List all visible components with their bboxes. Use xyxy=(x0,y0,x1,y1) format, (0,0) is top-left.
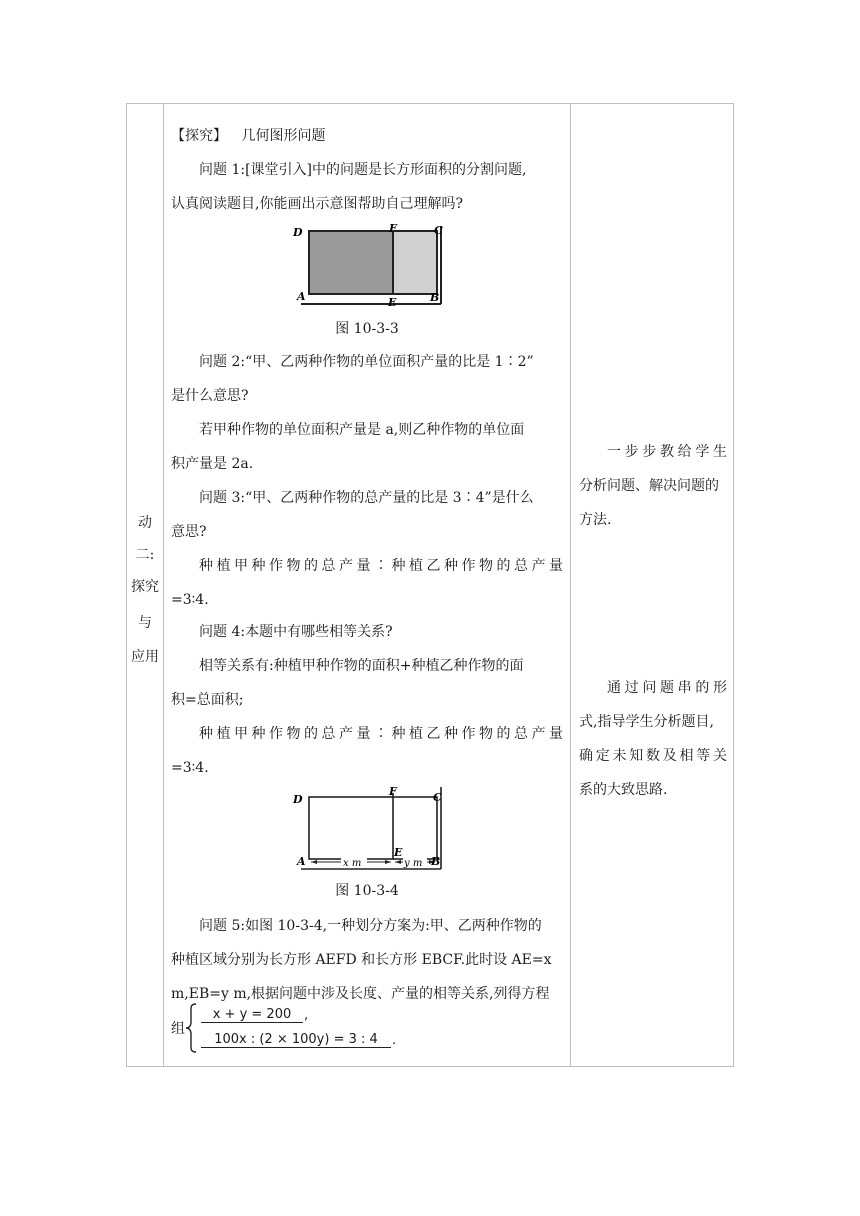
label-E: E xyxy=(388,296,397,309)
question-5: 问题 5:如图 10-3-4,一种划分方案为:甲、乙两种作物的 xyxy=(199,918,542,934)
lesson-table xyxy=(126,103,734,1067)
question-5-cont: 组 xyxy=(171,1021,185,1037)
stage-label-line: 动 xyxy=(138,515,152,531)
question-1-cont: 认真阅读题目,你能画出示意图帮助自己理解吗? xyxy=(171,196,463,212)
answer-3: 种植甲种作物的总产量∶种植乙种作物的总产量 xyxy=(199,558,563,574)
question-3-cont: 意思? xyxy=(171,524,207,540)
arrow-head xyxy=(385,860,391,864)
note-2-cont: 确定未知数及相等关 xyxy=(579,748,727,764)
label-A: A xyxy=(297,290,306,303)
note-2-cont: 式,指导学生分析题目, xyxy=(579,714,714,730)
answer-4-ratio: 种植甲种作物的总产量∶种植乙种作物的总产量 xyxy=(199,726,563,742)
note-1: 一步步教给学生 xyxy=(607,444,727,460)
figure-10-3-4 xyxy=(291,785,451,875)
arrow-head xyxy=(311,860,317,864)
label-F: F xyxy=(389,224,397,235)
answer-4: 相等关系有:种植甲种作物的面积+种植乙种作物的面 xyxy=(199,658,524,674)
heading-bracket: 【探究】 xyxy=(171,128,227,144)
equation-2: 100x : (2 × 100y) = 3 : 4 xyxy=(201,1032,391,1048)
label-F: F xyxy=(389,785,397,798)
label-C: C xyxy=(434,224,443,237)
answer-2-cont: 积产量是 2a. xyxy=(171,456,254,472)
equation-1: x + y = 200 xyxy=(201,1007,303,1023)
note-1-cont: 分析问题、解决问题的 xyxy=(579,478,719,494)
question-1: 问题 1:[课堂引入]中的问题是长方形面积的分割问题, xyxy=(199,162,527,178)
column-divider xyxy=(570,104,571,1066)
section-heading xyxy=(171,126,563,146)
question-2: 问题 2:“甲、乙两种作物的单位面积产量的比是 1∶2” xyxy=(199,354,534,370)
heading-title: 几何图形问题 xyxy=(241,128,326,144)
stage-label-line: 与 xyxy=(138,615,152,631)
label-D: D xyxy=(293,793,303,806)
label-y: y m xyxy=(404,858,423,869)
equation-1-punct: , xyxy=(304,1008,309,1023)
label-B: B xyxy=(430,291,440,304)
answer-2: 若甲种作物的单位面积产量是 a,则乙种作物的单位面 xyxy=(199,422,525,438)
answer-4-ratio-cont: =3∶4. xyxy=(171,760,209,776)
equation-2-punct: . xyxy=(392,1033,397,1048)
figure-caption: 图 10-3-3 xyxy=(335,321,399,337)
question-4: 问题 4:本题中有哪些相等关系? xyxy=(199,624,393,640)
label-D: D xyxy=(293,226,303,239)
arrow-head xyxy=(395,860,401,864)
stage-label-line: 探究 xyxy=(131,579,159,595)
label-x: x m xyxy=(343,858,362,869)
question-5-cont: 种植区域分别为长方形 AEFD 和长方形 EBCF.此时设 AE=x xyxy=(171,952,552,968)
answer-4-cont: 积=总面积; xyxy=(171,692,244,708)
label-A: A xyxy=(297,855,306,868)
stage-label-line: 应用 xyxy=(131,649,159,665)
region-right xyxy=(393,231,437,294)
note-2: 通过问题串的形 xyxy=(607,680,727,696)
figure-caption: 图 10-3-4 xyxy=(335,883,399,899)
column-divider xyxy=(163,104,164,1066)
stage-label xyxy=(127,104,163,1066)
question-2-cont: 是什么意思? xyxy=(171,388,249,404)
label-B: B xyxy=(431,855,441,868)
answer-3-cont: =3∶4. xyxy=(171,592,209,608)
label-E: E xyxy=(394,846,403,859)
question-5-cont: m,EB=y m,根据问题中涉及长度、产量的相等关系,列得方程 xyxy=(171,986,550,1002)
note-2-cont: 系的大致思路. xyxy=(579,782,668,798)
region-left xyxy=(309,231,393,294)
label-C: C xyxy=(433,791,442,804)
brace-icon xyxy=(184,1002,198,1054)
figure-10-3-3 xyxy=(291,224,451,310)
outer-rectangle xyxy=(309,797,437,859)
stage-label-line: 二: xyxy=(135,547,155,563)
note-1-cont: 方法. xyxy=(579,512,612,528)
question-3: 问题 3:“甲、乙两种作物的总产量的比是 3∶4”是什么 xyxy=(199,490,534,506)
